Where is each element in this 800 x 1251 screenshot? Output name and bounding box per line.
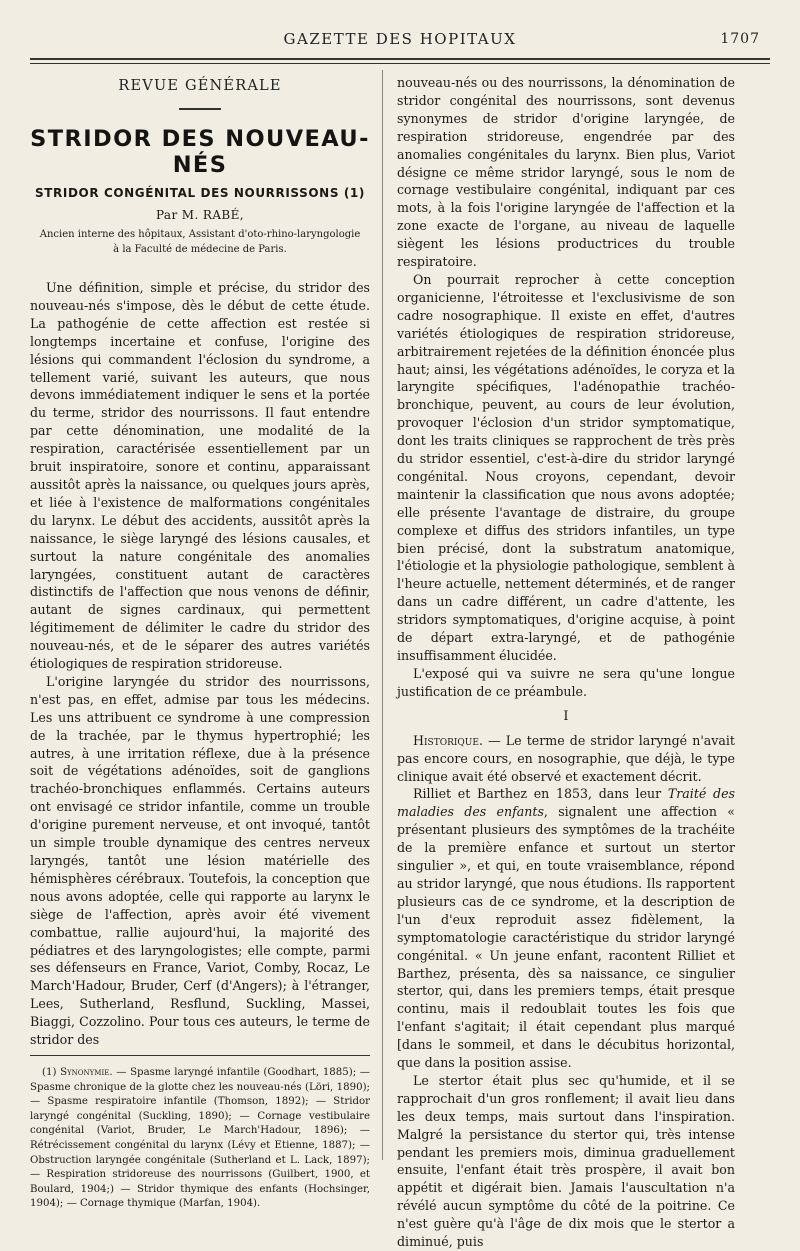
page-number: 1707 bbox=[720, 31, 760, 47]
footnote-lead: (1) Synonymie. bbox=[42, 1066, 113, 1078]
footnote-text: — Spasme laryngé infantile (Goodhart, 1885); — Spasme chronique de la glotte chez les nouveau-nés (Löri, 1890); — Spasme respiratoire infantile (Thomson, 1892); — Stridor laryngé congénital (Suckling, 1890); — Cornage vestibulaire congénital (Variot, Bruder, Le March'Hadour, 1896); — Rétrécissement congénital du larynx (Lévy et Etienne, 1887); — Obstruction laryngée congénitale (Sutherland et L. Lack, 1897); — Respiration stridoreuse des nourrissons (Guilbert, 1900, et Boulard, 1904;) — Stridor thymique des enfants (Hochsinger, 1904); — Cornage thymique (Marfan, 1904). bbox=[30, 1066, 370, 1210]
title-rule bbox=[179, 108, 221, 110]
footnote bbox=[30, 1066, 370, 1212]
paragraph: Le stertor était plus sec qu'humide, et il se rapprochait d'un gros ronflement; il avait lieu dans les deux temps, mais surtout dans l'inspiration. Malgré la persistance du stertor qui, très intense pendant les premiers mois, diminua graduellement ensuite, l'enfant était très prospère, il avait bon appétit et digérait bien. Jamais l'auscultation n'a révélé aucun symptôme du côté de la poitrine. Ce n'est guère qu'à l'âge de dix mois que le stertor a diminué, puis bbox=[397, 1072, 735, 1250]
header-rule-thick bbox=[30, 58, 770, 60]
text-run: , signalent une affection « présentant plusieurs des symptômes de la trachéite de la première enfance et surtout un stertor singulier », et qui, en toute vraisemblance, répond au stridor laryngé, que nous étudions. Ils rapportent plusieurs cas de ce syndrome, et la description de l'un d'eux reproduit assez fidèlement, la symptomatologie caractéristique du stridor laryngé congénital. « Un jeune enfant, racontent Rilliet et Barthez, présenta, dès sa naissance, ce singulier stertor, qui, dans les premiers temps, était presque continu, mais il redoublait toutes les fois que l'enfant s'agitait; il était cependant plus marqué [dans le sommeil, et dans le décubitus horizontal, que dans la position assise. bbox=[397, 804, 735, 1071]
journal-title: GAZETTE DES HOPITAUX bbox=[283, 30, 517, 48]
book-title: Traité des maladies des enfants bbox=[397, 786, 735, 820]
left-column bbox=[30, 74, 370, 1210]
paragraph: nouveau-nés ou des nourrissons, la dénomination de stridor congénital des nourrissons, sont devenus synonymes de stridor d'origine laryngée, de respiration stridoreuse, engendrée par des anomalies congénitales du larynx. Bien plus, Variot désigne ce même stridor laryngé, sous le nom de cornage vestibulaire congénital, indiquant par ces mots, à la fois l'origine laryngée de l'affection et la zone exacte de l'organe, au niveau de laquelle siègent les lésions productrices du trouble respiratoire. bbox=[397, 75, 735, 270]
paragraph: L'origine laryngée du stridor des nourrissons, n'est pas, en effet, admise par tous les médecins. Les uns attribuent ce syndrome à une compression de la trachée, par le thymus hypertrophié; les autres, à une irritation réflexe, due à la présence soit de végétations adénoïdes, soit de ganglions trachéo-bronchiques enflammés. Certains auteurs ont envisagé ce stridor infantile, comme un trouble d'origine purement nerveuse, et ont invoqué, tantôt un simple trouble dynamique des centres nerveux laryngés, tantôt une lésion matérielle des hémisphères cérébraux. Toutefois, la conception que nous avons adoptée, celle qui rapporte au larynx le siège de l'affection, après avoir été vivement combattue, rallie aujourd'hui, la majorité des pédiatres et des laryngologistes; elle compte, parmi ses défenseurs en France, Variot, Comby, Rocaz, Le March'Hadour, Bruder, Cerf (d'Angers); à l'étranger, Lees, Sutherland, Resflund, Suckling, Massei, Biaggi, Cozzolino. Pour tous ces auteurs, le terme de stridor des bbox=[30, 673, 370, 1048]
article-author: Par M. RABÉ, bbox=[155, 208, 245, 222]
section-heading: REVUE GÉNÉRALE bbox=[118, 78, 282, 94]
running-head bbox=[0, 30, 800, 52]
text-run: Rilliet et Barthez en 1853, dans leur bbox=[413, 786, 668, 802]
historique-lead: Historique. bbox=[413, 732, 483, 748]
historique-text: — Le terme de stridor laryngé n'avait pas encore cours, en nosographie, que déjà, le type clinique avait été observé et exactement décrit. bbox=[397, 732, 735, 784]
footnote-rule bbox=[30, 1055, 370, 1056]
column-divider bbox=[382, 70, 383, 1160]
paragraph: On pourrait reprocher à cette conception organicienne, l'étroitesse et l'exclusivisme de son cadre nosographique. Il existe en effet, d'autres variétés étiologiques de respiration stridoreuse, arbitrairement rejetées de la définition énoncée plus haut; ainsi, les végétations adénoïdes, le coryza et la laryngite spécifiques, l'adénopathie trachéo-bronchique, peuvent, au cours de leur évolution, provoquer l'éclosion d'un stridor symptomatique, dont les traits cliniques se rapprochent de très près du stridor essentiel, c'est-à-dire du stridor laryngé congénital. Nous croyons, cependant, devoir maintenir la classification que nous avons adoptée; elle présente l'avantage de distraire, du groupe complexe et diffus des stridors infantiles, un type bien précisé, dont la substratum anatomique, l'étiologie et la physiologie pathologique, semblent à l'heure actuelle, nettement déterminés, et de ranger dans un cadre différent, un cadre d'attente, les stridors symptomatiques, d'origine acquise, à point de départ extra-laryngé, et de pathogénie insuffisamment élucidée. bbox=[397, 271, 735, 663]
paragraph bbox=[397, 732, 735, 786]
header-rule-thin bbox=[30, 63, 770, 64]
paragraph: L'exposé qui va suivre ne sera qu'une longue justification de ce préambule. bbox=[397, 665, 735, 699]
author-affiliation bbox=[30, 228, 370, 257]
paragraph bbox=[397, 785, 735, 1072]
right-column bbox=[397, 74, 735, 1250]
affiliation-line-2: à la Faculté de médecine de Paris. bbox=[113, 243, 287, 255]
paragraph: Une définition, simple et précise, du stridor des nouveau-nés s'impose, dès le début de cette étude. La pathogénie de cette affection est restée si longtemps incertaine et confuse, l'origine des lésions qui commandent l'éclosion du syndrome, a tellement varié, suivant les auteurs, que nous devons immédiatement indiquer le sens et la portée du terme, stridor des nourrissons. Il faut entendre par cette dénomination, une modalité de la respiration, caractérisée essentiellement par un bruit inspiratoire, sonore et continu, apparaissant aussitôt après la naissance, ou quelques jours après, et liée à l'existence de malformations congénitales du larynx. Le début des accidents, aussitôt après la naissance, le siège laryngé des lésions causales, et surtout la nature congénitale des anomalies laryngées, constituent autant de caractères distinctifs de l'affection que nous venons de définir, autant de signes cardinaux, qui permettent légitimement de délimiter le cadre du stridor des nouveau-nés, et de le séparer des autres variétés étiologiques de respiration stridoreuse. bbox=[30, 280, 370, 672]
article-subtitle: STRIDOR CONGÉNITAL DES NOURRISSONS (1) bbox=[35, 186, 365, 200]
affiliation-line-1: Ancien interne des hôpitaux, Assistant d'oto-rhino-laryngologie bbox=[39, 229, 361, 240]
article-title: STRIDOR DES NOUVEAU-NÉS bbox=[30, 126, 370, 178]
section-numeral: I bbox=[563, 708, 569, 724]
